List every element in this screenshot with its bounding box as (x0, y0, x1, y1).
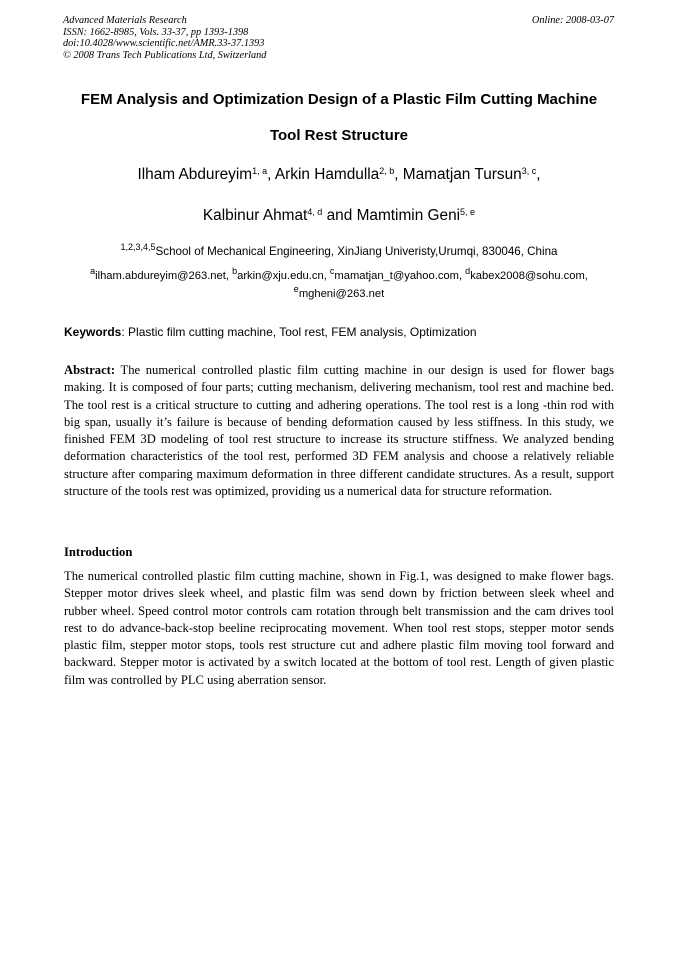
email-list: $^a$ilham.abdureyim@263.net, $^b$arkin@xju.edu.cn, $^c$mamatjan_t@yahoo.com, $^d$kabex2008@sohu.com, $^e$mgheni@263.net (90, 266, 588, 300)
author-name: Arkin Hamdulla (274, 166, 380, 183)
keywords-text: : Plastic film cutting machine, Tool rest, FEM analysis, Optimization (121, 325, 477, 339)
author-sup: 5, e (460, 207, 476, 217)
authors-line2: Kalbinur Ahmat$^{4, d}$ and Mamtimin Geni$^{5, e}$ (202, 207, 476, 224)
author-sup: 4, d (307, 207, 323, 217)
author-sup: 1, a (252, 166, 268, 176)
doi-line: doi:10.4028/www.scientific.net/AMR.33-37.1393 (63, 38, 265, 50)
author-name: Mamatjan Tursun (402, 166, 522, 183)
abstract-text: The numerical controlled plastic film cutting machine in our design is used for flower bags making. It is composed of four parts; cutting mechanism, delivering mechanism, tool rest and machine bed. The tool rest is a critical structure to cutting and adhering operations. The tool rest is a long -thin rod with big span, usually it’s failure is because of bending deformation caused by less stiffness. In this study, we finished FEM 3D modeling of tool rest structure to increase its structure stiffness. We analyzed bending deformation characteristics of the tool rest, performed 3D FEM analysis and choose a relatively reliable structure after comparing maximum deformation in three different candidate structures. As a result, support structure of the tools rest was optimized, providing us a numerical data for structure reformation. (64, 363, 614, 499)
authors-line1: Ilham Abdureyim$^{1, a}$, Arkin Hamdulla$^{2, b}$, Mamatjan Tursun$^{3, c}$, (137, 166, 541, 183)
email: ilham.abdureyim@263.net, (95, 270, 229, 282)
email: kabex2008@sohu.com, (470, 270, 588, 282)
abstract (64, 362, 614, 500)
abstract-label: Abstract: (64, 363, 116, 377)
author-sup: 2, b (379, 166, 395, 176)
author-sup: 3, c (521, 166, 537, 176)
online-date: Online: 2008-03-07 (531, 15, 614, 26)
affiliation: $^{1,2,3,4,5}$School of Mechanical Engineering, XinJiang Univeristy,Urumqi, 830046, China (120, 242, 558, 258)
keywords (64, 325, 477, 339)
email: arkin@xju.edu.cn, (237, 270, 327, 282)
keywords-label: Keywords (64, 325, 122, 339)
introduction-heading: Introduction (64, 545, 133, 559)
issn-line: ISSN: 1662-8985, Vols. 33-37, pp 1393-1398 (63, 26, 249, 38)
paper-title-line2: Tool Rest Structure (269, 127, 409, 144)
author-name: Ilham Abdureyim (137, 166, 253, 183)
introduction-text: The numerical controlled plastic film cutting machine, shown in Fig.1, was designed to make flower bags. Stepper motor drives sleek wheel, and plastic film was send down by friction between sleek wheel and rubber wheel. Speed control motor controls cam rotation through belt transmission and the cam drives tool rest to do advance-back-stop beeline reciprocating movement. When tool rest stops, stepper motor sends plastic film, stepper motor stops, tools rest structure cut and adhere plastic film moving tool forward and backward. Stepper motor is activated by a switch located at the bottom of tool rest. Length of given plastic film was controlled by PLC using aberration sensor. (64, 569, 614, 687)
paper-title-line1: FEM Analysis and Optimization Design of a Plastic Film Cutting Machine (80, 91, 598, 108)
journal-header (63, 15, 266, 61)
author-name: Kalbinur Ahmat (202, 207, 308, 224)
copyright-line: © 2008 Trans Tech Publications Ltd, Switzerland (63, 49, 267, 61)
email: mamatjan_t@yahoo.com, (334, 270, 463, 282)
author-name: Mamtimin Geni (356, 207, 461, 224)
journal-name: Advanced Materials Research (63, 15, 187, 26)
email: mgheni@263.net (298, 287, 385, 300)
